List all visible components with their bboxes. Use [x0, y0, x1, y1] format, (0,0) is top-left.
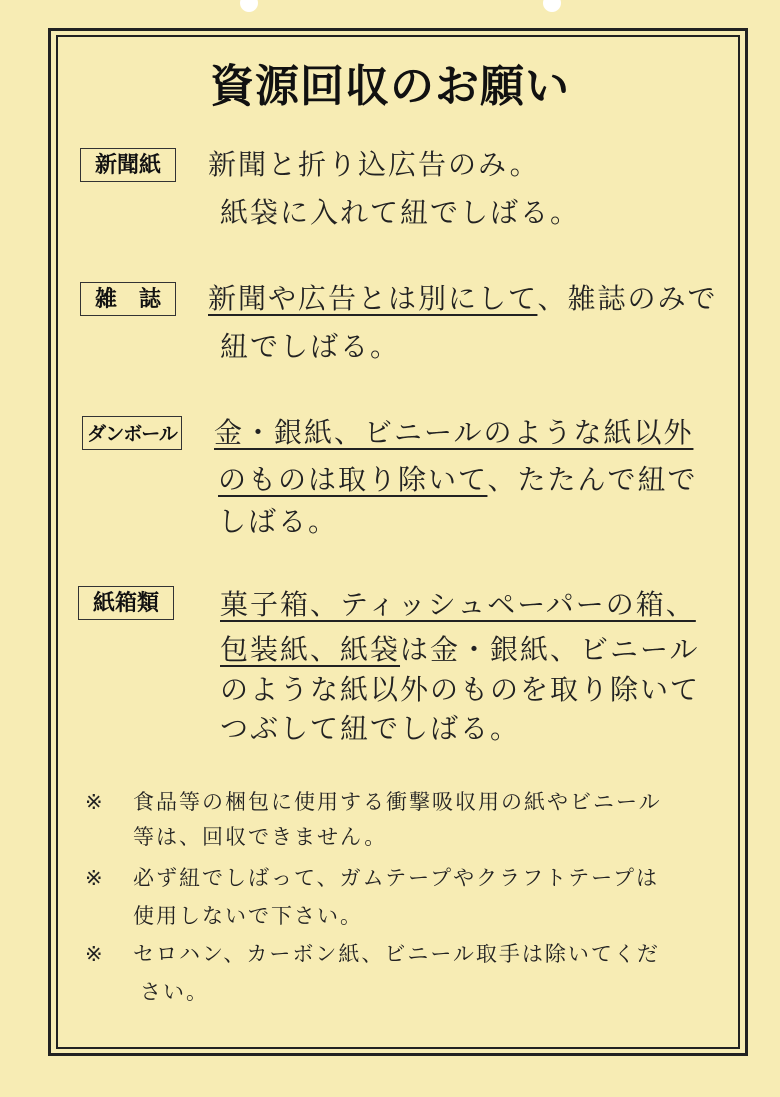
cardboard-line-2: [218, 463, 697, 497]
magazine-line-2-text: 紐でしばる。: [220, 330, 401, 363]
newspaper-line-2-text: 紙袋に入れて紐でしばる。: [220, 196, 581, 229]
note-3-line-2: さい。: [140, 980, 209, 1004]
cardboard-line-3-text: しばる。: [218, 505, 339, 538]
punch-hole-right: [543, 0, 561, 12]
paperbox-line-1: [220, 588, 696, 622]
note-1-line-2: 等は、回収できません。: [133, 825, 388, 849]
note-2-line-1: 必ず紐でしばって、ガムテープやクラフトテープは: [133, 866, 660, 890]
punch-hole-left: [240, 0, 258, 12]
label-magazine: 雑 誌: [80, 282, 176, 316]
paperbox-line-3: [220, 673, 700, 707]
magazine-line-1-underlined: 新聞や広告とは別にして: [208, 282, 538, 315]
paperbox-line-1-underlined: 菓子箱、ティッシュペーパーの箱、: [220, 588, 696, 621]
paperbox-line-2-text: は金・銀紙、ビニール: [400, 633, 700, 666]
label-cardboard: ダンボール: [82, 416, 182, 450]
note-1-line-1: 食品等の梱包に使用する衝撃吸収用の紙やビニール: [133, 790, 662, 814]
paperbox-line-2: [220, 633, 699, 667]
cardboard-line-3: [218, 505, 338, 539]
newspaper-line-1-text: 新聞と折り込広告のみ。: [208, 148, 540, 181]
paperbox-line-4-text: つぶして紐でしばる。: [220, 712, 521, 745]
magazine-line-2: [220, 330, 400, 364]
note-3-line-1: セロハン、カーボン紙、ビニール取手は除いてくだ: [133, 942, 660, 966]
cardboard-line-1-underlined: 金・銀紙、ビニールのような紙以外: [214, 416, 694, 449]
newspaper-line-2: [220, 196, 580, 230]
cardboard-line-1: [214, 416, 693, 450]
newspaper-line-1: [208, 148, 540, 182]
note-2-mark: ※: [85, 866, 103, 890]
cardboard-line-2-underlined: のものは取り除いて: [218, 463, 488, 496]
magazine-line-1: [208, 282, 717, 316]
page-title: 資源回収のお願い: [210, 61, 570, 112]
cardboard-line-2-text: 、たたんで紐で: [487, 463, 698, 496]
paperbox-line-2-underlined: 包装紙、紙袋: [220, 633, 401, 666]
label-newspaper: 新聞紙: [80, 148, 176, 182]
note-1-mark: ※: [85, 790, 103, 814]
label-paper-boxes: 紙箱類: [78, 586, 174, 620]
paperbox-line-3-text: のような紙以外のものを取り除いて: [220, 673, 701, 706]
magazine-line-1-text: 、雑誌のみで: [537, 282, 718, 315]
paperbox-line-4: [220, 712, 520, 746]
note-3-mark: ※: [85, 942, 103, 966]
note-2-line-2: 使用しないで下さい。: [133, 904, 363, 928]
inner-border: [56, 35, 740, 1049]
